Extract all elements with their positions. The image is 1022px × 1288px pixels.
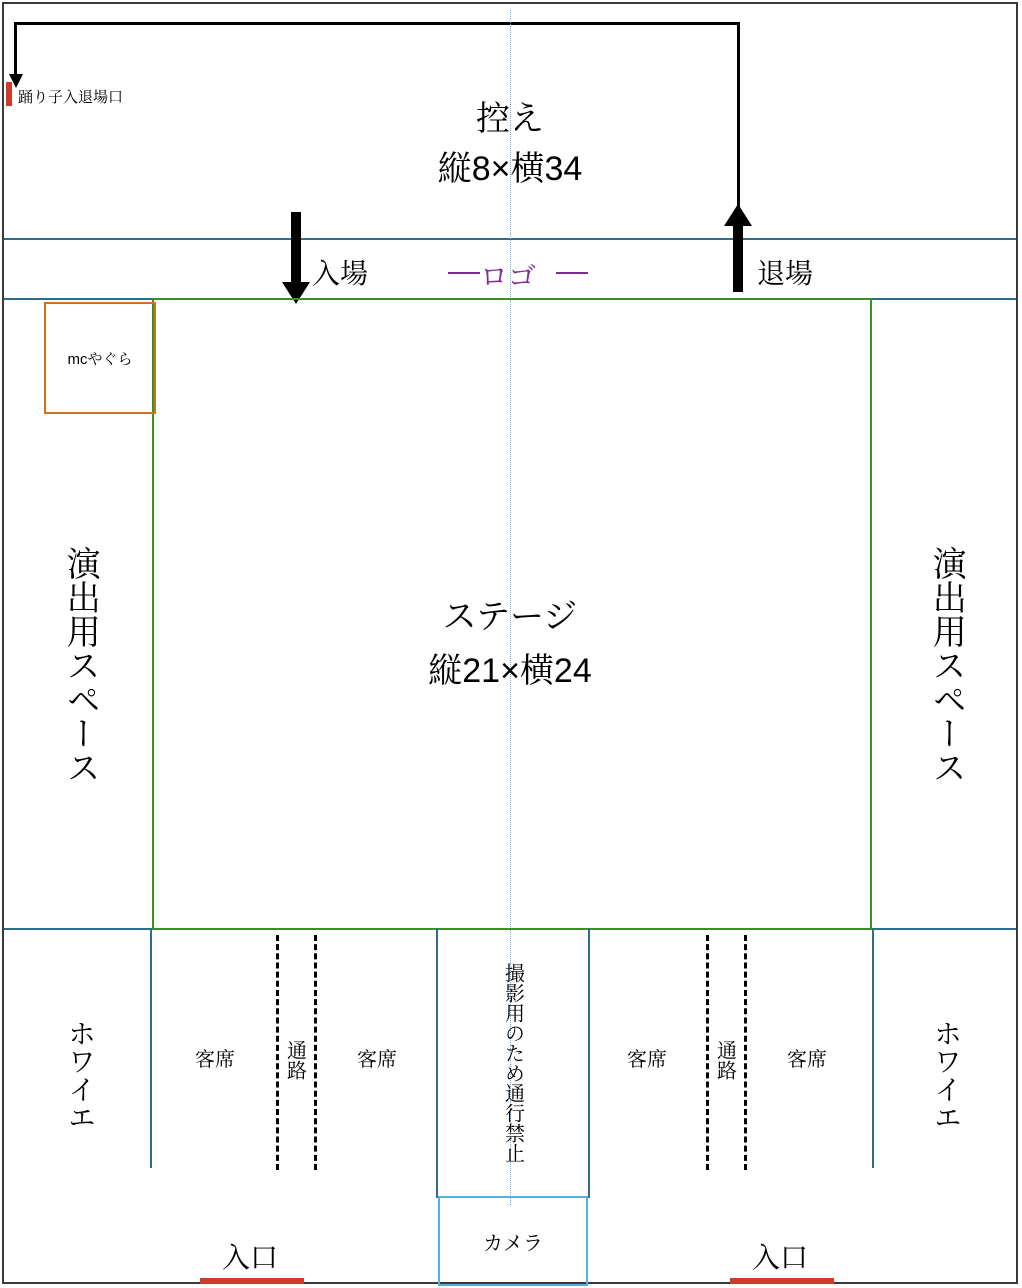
aisle-right-line-b xyxy=(744,935,747,1170)
no-pass-zone xyxy=(470,932,554,1194)
waiting-dimension-top-line xyxy=(14,22,740,25)
seat-label-3: 客席 xyxy=(627,1048,667,1071)
aisle-left-line-a xyxy=(276,935,279,1170)
camera-box xyxy=(438,1196,588,1286)
aisle-right-label: 通路 xyxy=(713,1040,736,1080)
seat-block-1 xyxy=(160,1040,270,1074)
mc-tower-box xyxy=(44,302,156,414)
camera-label: カメラ xyxy=(483,1232,543,1255)
stage-size: 縦21×横24 xyxy=(428,651,592,690)
line-nopass-right xyxy=(588,928,590,1198)
entrance-right-door-mark xyxy=(730,1278,834,1284)
waiting-dimension-right-stem xyxy=(737,22,740,212)
foyer-left-label: ホワイエ xyxy=(65,1019,96,1131)
logo-line-right xyxy=(556,272,588,274)
logo-line-left xyxy=(448,272,480,274)
line-nopass-left xyxy=(436,928,438,1198)
foyer-right xyxy=(886,985,1006,1165)
aisle-right-line-a xyxy=(706,935,709,1170)
seat-label-1: 客席 xyxy=(195,1048,235,1071)
waiting-area-size: 縦8×横34 xyxy=(437,149,583,188)
entrance-right xyxy=(720,1238,840,1274)
exit-arrow-head xyxy=(724,204,752,226)
seat-label-2: 客席 xyxy=(357,1048,397,1071)
line-foyer-left-edge xyxy=(150,928,152,1168)
side-space-right-label: 演出用スペース xyxy=(927,546,966,784)
waiting-dimension-left-stem xyxy=(14,22,17,80)
aisle-left-line-b xyxy=(314,935,317,1170)
entrance-right-label: 入口 xyxy=(751,1242,808,1273)
stage-name: ステージ xyxy=(442,597,578,636)
side-space-right xyxy=(886,470,1006,860)
aisle-right xyxy=(710,1010,740,1110)
performer-door-label: 踊り子入退場口 xyxy=(18,89,124,106)
side-space-left xyxy=(20,470,140,860)
no-pass-label: 撮影用のため通行禁止 xyxy=(501,963,524,1163)
seat-label-4: 客席 xyxy=(787,1048,827,1071)
seat-block-3 xyxy=(592,1040,702,1074)
seat-block-2 xyxy=(322,1040,432,1074)
foyer-right-label: ホワイエ xyxy=(931,1019,962,1131)
entry-arrow-stem xyxy=(291,212,301,286)
side-space-left-label: 演出用スペース xyxy=(61,546,100,784)
foyer-left xyxy=(20,985,140,1165)
entrance-left-door-mark xyxy=(200,1278,304,1284)
entry-label: 入場 xyxy=(312,258,369,289)
mc-tower-label: mcやぐら xyxy=(67,350,133,368)
logo-label: ロゴ xyxy=(480,261,537,292)
aisle-left xyxy=(280,1010,310,1110)
seat-block-4 xyxy=(752,1040,862,1074)
waiting-area-name: 控え xyxy=(476,99,544,138)
performer-door-mark xyxy=(6,82,12,106)
aisle-left-label: 通路 xyxy=(283,1040,306,1080)
entrance-left xyxy=(190,1238,310,1274)
line-foyer-right-edge xyxy=(872,928,874,1168)
exit-label: 退場 xyxy=(757,258,814,289)
entrance-left-label: 入口 xyxy=(221,1242,278,1273)
